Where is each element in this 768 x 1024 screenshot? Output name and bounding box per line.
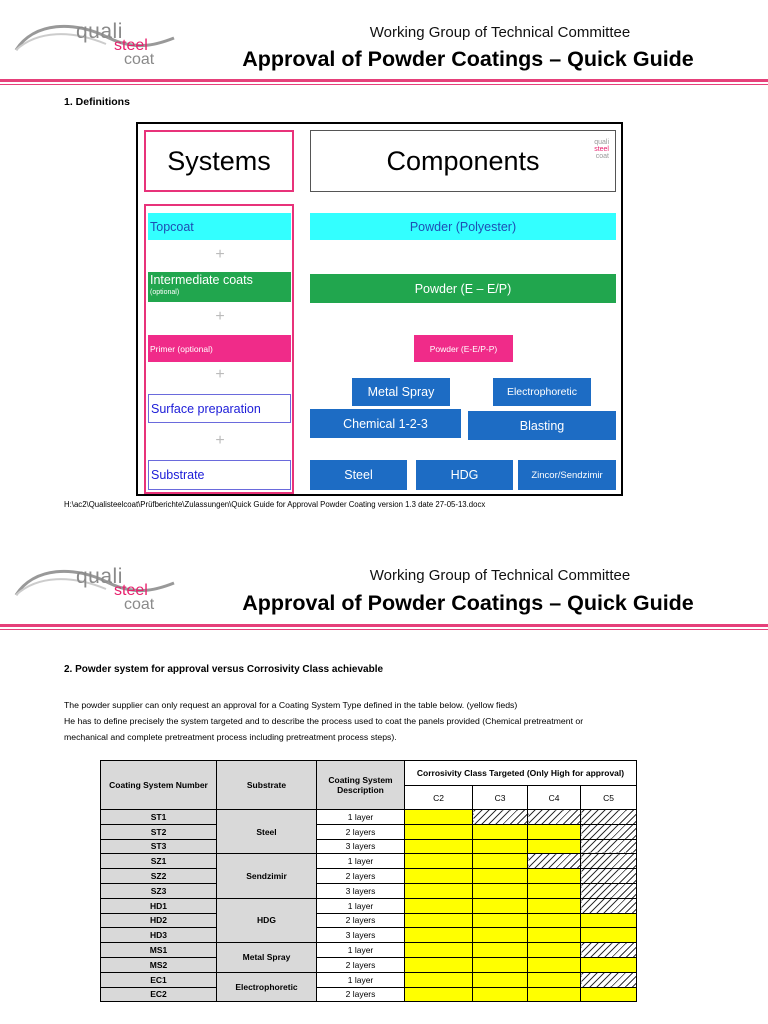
header-subtitle: Working Group of Technical Committee	[369, 567, 631, 584]
table-row	[101, 928, 637, 943]
table-cell	[581, 987, 637, 1002]
table-cell	[581, 957, 637, 972]
table-cell	[473, 898, 528, 913]
table-cell: 2 layers	[317, 957, 405, 972]
system-substrate: Substrate	[148, 460, 291, 490]
substrate-cell: Electrophoretic	[217, 972, 317, 1002]
table-cell	[473, 913, 528, 928]
table-cell	[581, 810, 637, 825]
qualisteelcoat-logo: quali steel coat	[14, 16, 184, 74]
table-cell	[473, 972, 528, 987]
table-cell	[405, 928, 473, 943]
plus-sign: +	[215, 246, 225, 263]
table-cell	[581, 824, 637, 839]
header-title: Approval of Powder Coatings – Quick Guide	[242, 591, 694, 615]
header-number: Coating System Number	[101, 761, 217, 810]
header-corrosivity: Corrosivity Class Targeted (Only High for approval)	[405, 761, 637, 786]
table-cell	[405, 957, 473, 972]
substrate-cell: Metal Spray	[217, 943, 317, 973]
component-blasting: Blasting	[468, 411, 616, 440]
table-cell: ST2	[101, 824, 217, 839]
component-zincor: Zincor/Sendzimir	[518, 460, 616, 490]
component-steel: Steel	[310, 460, 407, 490]
section-heading: 1. Definitions	[64, 96, 130, 108]
table-row	[101, 898, 637, 913]
substrate-cell: Sendzimir	[217, 854, 317, 898]
table-cell	[405, 824, 473, 839]
components-header: Components quali steel coat	[310, 130, 616, 192]
page-header	[0, 561, 768, 621]
table-cell: 3 layers	[317, 928, 405, 943]
plus-sign: +	[215, 366, 225, 383]
table-cell: HD1	[101, 898, 217, 913]
table-cell	[405, 869, 473, 884]
table-cell: 2 layers	[317, 987, 405, 1002]
table-row	[101, 854, 637, 869]
table-cell	[528, 957, 581, 972]
table-cell	[405, 898, 473, 913]
table-cell	[473, 854, 528, 869]
table-cell: ST3	[101, 839, 217, 854]
header-subtitle: Working Group of Technical Committee	[369, 24, 631, 41]
substrate-cell: Steel	[217, 810, 317, 854]
components-logo: quali steel coat	[594, 139, 609, 160]
table-row	[101, 824, 637, 839]
table-cell	[528, 883, 581, 898]
class-c2: C2	[405, 786, 473, 810]
table-cell	[473, 839, 528, 854]
table-cell	[581, 883, 637, 898]
definitions-diagram	[136, 122, 623, 496]
table-row	[101, 839, 637, 854]
table-cell: 1 layer	[317, 943, 405, 958]
table-cell: MS2	[101, 957, 217, 972]
table-cell	[581, 869, 637, 884]
plus-sign: +	[215, 432, 225, 449]
table-cell	[528, 972, 581, 987]
systems-header: Systems	[144, 130, 294, 192]
header-divider-thin	[0, 629, 768, 630]
table-cell	[473, 987, 528, 1002]
file-path: H:\ac2\Qualisteelcoat\Prüfberichte\Zulassungen\Quick Guide for Approval Powder Coating version 1.3 date 27-05-13.docx	[64, 500, 486, 509]
table-cell: HD3	[101, 928, 217, 943]
table-cell	[473, 869, 528, 884]
table-cell	[405, 810, 473, 825]
table-cell: 3 layers	[317, 883, 405, 898]
table-cell: 3 layers	[317, 839, 405, 854]
table-cell	[581, 972, 637, 987]
table-cell: 2 layers	[317, 869, 405, 884]
table-cell: SZ3	[101, 883, 217, 898]
component-polyester: Powder (Polyester)	[310, 213, 616, 240]
system-surface-prep: Surface preparation	[148, 394, 291, 423]
header-divider	[0, 79, 768, 82]
table-cell: 2 layers	[317, 824, 405, 839]
paragraph-line: He has to define precisely the system targeted and to describe the process used to coat the panels provided (Chemical pretreatment or	[64, 716, 584, 726]
header-title: Approval of Powder Coatings – Quick Guide	[242, 47, 694, 71]
table-cell	[528, 928, 581, 943]
table-cell	[405, 987, 473, 1002]
component-e-ep-p: Powder (E-E/P-P)	[414, 335, 513, 362]
component-hdg: HDG	[416, 460, 513, 490]
substrate-cell: HDG	[217, 898, 317, 942]
table-cell	[473, 928, 528, 943]
table-cell	[581, 854, 637, 869]
system-intermediate: Intermediate coats (optional)	[148, 272, 291, 302]
table-cell	[528, 824, 581, 839]
system-primer: Primer (optional)	[148, 335, 291, 362]
class-c3: C3	[473, 786, 528, 810]
header-divider	[0, 624, 768, 627]
table-row	[101, 869, 637, 884]
table-cell	[473, 883, 528, 898]
table-row	[101, 943, 637, 958]
class-c4: C4	[528, 786, 581, 810]
table-cell	[405, 883, 473, 898]
table-cell: 1 layer	[317, 854, 405, 869]
component-electrophoretic: Electrophoretic	[493, 378, 591, 406]
component-chemical: Chemical 1-2-3	[310, 409, 461, 438]
table-cell	[405, 943, 473, 958]
table-row	[101, 987, 637, 1002]
paragraph-line: The powder supplier can only request an approval for a Coating System Type defined in the table below. (yellow fieds)	[64, 700, 518, 710]
table-cell	[581, 943, 637, 958]
table-cell	[581, 913, 637, 928]
table-cell: SZ1	[101, 854, 217, 869]
table-cell	[405, 913, 473, 928]
table-cell	[581, 928, 637, 943]
plus-sign: +	[215, 308, 225, 325]
table-cell	[528, 839, 581, 854]
header-divider-thin	[0, 84, 768, 85]
table-cell	[528, 987, 581, 1002]
table-cell	[405, 839, 473, 854]
page-header	[0, 16, 768, 76]
table-cell: EC2	[101, 987, 217, 1002]
table-cell: ST1	[101, 810, 217, 825]
table-cell	[528, 913, 581, 928]
table-cell	[581, 898, 637, 913]
table-cell: HD2	[101, 913, 217, 928]
table-cell	[528, 898, 581, 913]
table-row	[101, 957, 637, 972]
header-substrate: Substrate	[217, 761, 317, 810]
table-cell	[473, 824, 528, 839]
class-c5: C5	[581, 786, 637, 810]
table-cell: 1 layer	[317, 898, 405, 913]
header-description: Coating System Description	[317, 761, 405, 810]
qualisteelcoat-logo: quali steel coat	[14, 561, 184, 619]
table-cell	[473, 957, 528, 972]
table-cell	[473, 810, 528, 825]
table-row	[101, 810, 637, 825]
paragraph-line: mechanical and complete pretreatment process including pretreatment process steps).	[64, 732, 397, 742]
table-cell	[528, 943, 581, 958]
table-cell	[581, 839, 637, 854]
table-cell: SZ2	[101, 869, 217, 884]
system-topcoat: Topcoat	[148, 213, 291, 240]
table-cell	[528, 869, 581, 884]
table-cell	[473, 943, 528, 958]
table-row	[101, 883, 637, 898]
table-cell: 1 layer	[317, 810, 405, 825]
component-metal-spray: Metal Spray	[352, 378, 450, 406]
table-cell: EC1	[101, 972, 217, 987]
table-cell	[405, 972, 473, 987]
table-row	[101, 913, 637, 928]
table-cell: 1 layer	[317, 972, 405, 987]
table-cell	[405, 854, 473, 869]
section-heading: 2. Powder system for approval versus Corrosivity Class achievable	[64, 664, 384, 675]
approval-table	[100, 760, 637, 1002]
table-cell: MS1	[101, 943, 217, 958]
table-cell: 2 layers	[317, 913, 405, 928]
table-cell	[528, 810, 581, 825]
component-e-ep: Powder (E – E/P)	[310, 274, 616, 303]
table-row	[101, 972, 637, 987]
table-cell	[528, 854, 581, 869]
